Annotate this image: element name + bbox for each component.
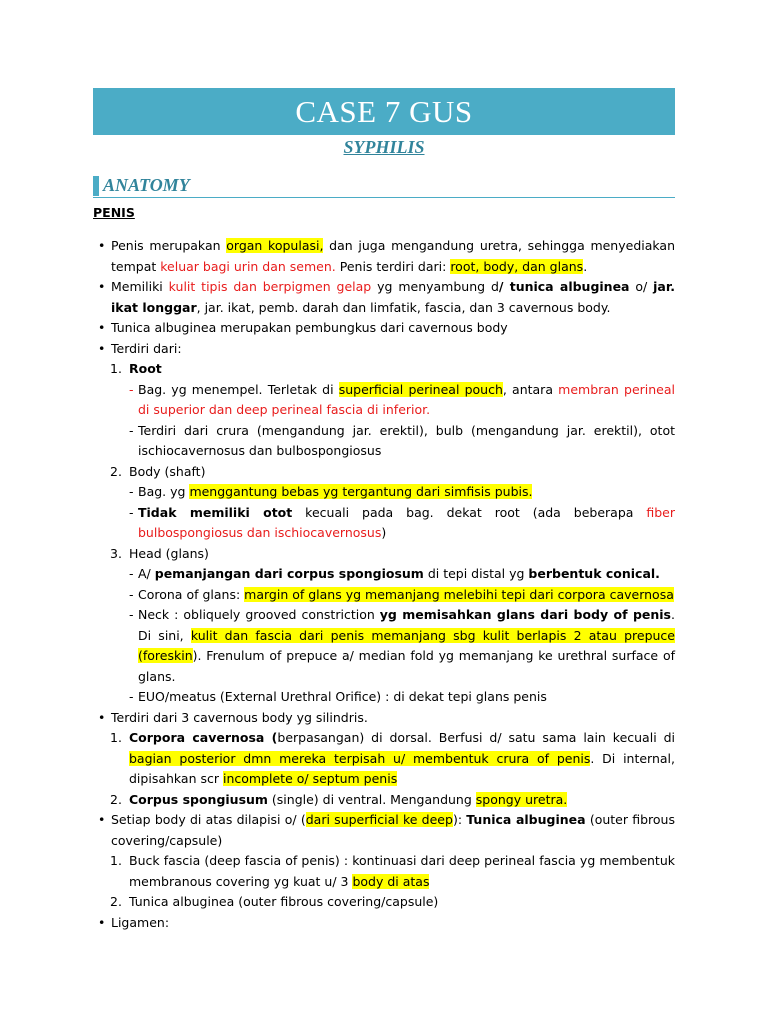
list-item: [93, 708, 675, 729]
text-segment: dari superficial ke deep: [305, 812, 453, 827]
list-item: [93, 544, 675, 565]
list-marker: •: [98, 709, 106, 725]
list-item: [93, 585, 675, 606]
text-segment: Penis merupakan: [111, 238, 227, 253]
text-segment: ). Frenulum of prepuce a/ median fold yg memanjang ke urethral surface of glans.: [138, 648, 675, 684]
text-segment: Root: [129, 361, 162, 376]
text-segment: . Di internal, dipisahkan scr: [129, 750, 676, 786]
text-segment: , jar. ikat, pemb. darah dan limfatik, fascia, dan 3 cavernous body.: [196, 299, 611, 315]
list-item: [93, 421, 675, 462]
list-item: [93, 605, 675, 687]
subsection-heading: PENIS: [93, 205, 135, 220]
text-segment: Memiliki: [111, 279, 169, 294]
text-segment: (outer fibrous covering/capsule): [111, 812, 675, 848]
list-marker: 1.: [110, 730, 122, 745]
text-segment: EUO/meatus (External Urethral Orifice) : di dekat tepi glans penis: [138, 689, 547, 704]
list-item: [93, 339, 675, 360]
text-segment: kulit dan fascia dari penis memanjang sbg kulit berlapis 2 atau prepuce (foreskin: [138, 627, 675, 663]
list-item: [93, 462, 675, 483]
text-segment: organ kopulasi,: [226, 238, 324, 253]
text-segment: Neck : obliquely grooved constriction: [138, 607, 380, 622]
text-segment: yg memisahkan glans dari body of penis: [379, 607, 671, 622]
text-segment: ):: [452, 812, 467, 827]
text-segment: membran perineal di superior dan deep perineal fascia di inferior.: [138, 381, 676, 417]
list-marker: 1.: [110, 361, 122, 376]
list-marker: -: [129, 484, 134, 499]
text-segment: yg menyambung d: [371, 279, 499, 294]
list-item: [93, 728, 675, 790]
text-segment: . Di sini,: [138, 607, 675, 643]
section-heading-text: ANATOMY: [103, 175, 190, 195]
list-marker: -: [129, 422, 134, 438]
text-segment: Bag. yg menempel. Terletak di: [138, 381, 339, 397]
list-marker: 2.: [110, 791, 122, 807]
text-segment: bagian posterior dmn mereka terpisah u/ membentuk crura of penis: [129, 750, 591, 766]
text-segment: A/: [138, 566, 155, 581]
text-segment: pemanjangan dari corpus spongiosum: [154, 566, 424, 581]
list-marker: •: [98, 812, 106, 827]
title-banner: CASE 7 GUS: [93, 88, 675, 135]
list-marker: •: [98, 238, 106, 253]
text-segment: Buck fascia (deep fascia of penis) : kontinuasi dari deep perineal fascia yg membentuk membranous covering yg kuat u/ 3: [129, 853, 675, 889]
list-item: [93, 851, 675, 892]
text-segment: Tunica albuginea (outer fibrous covering/capsule): [129, 894, 439, 909]
text-segment: (single) di ventral. Mengandung: [267, 791, 476, 807]
text-segment: berbentuk conical.: [528, 566, 660, 581]
list-item: [93, 482, 675, 503]
list-marker: 2.: [110, 894, 122, 909]
text-segment: Setiap body di atas dilapisi o/ (: [111, 812, 306, 827]
text-segment: Terdiri dari:: [111, 340, 182, 356]
list-marker: 1.: [110, 853, 122, 868]
list-item: [93, 687, 675, 708]
section-accent-bar: [93, 176, 99, 196]
text-segment: Corpora cavernosa (: [129, 730, 278, 745]
text-segment: Head (glans): [129, 545, 209, 561]
text-segment: dan juga mengandung uretra, sehingga menyediakan tempat: [111, 238, 675, 274]
list-item: [93, 318, 675, 339]
text-segment: Terdiri dari crura (mengandung jar. erektil), bulb (mengandung jar. erektil), otot ischiocavernosus dan bulbospongiosus: [138, 422, 675, 458]
list-marker: -: [129, 689, 134, 704]
text-segment: Terdiri dari 3 cavernous body yg silindris.: [111, 709, 368, 725]
list-marker: -: [129, 381, 134, 397]
text-segment: incomplete o/ septum penis: [222, 771, 398, 786]
list-marker: -: [129, 566, 134, 581]
text-segment: di tepi distal yg: [423, 566, 529, 581]
list-marker: 3.: [110, 545, 122, 561]
list-marker: •: [98, 914, 106, 930]
text-segment: Tunica albuginea: [466, 812, 586, 827]
text-segment: body di atas: [352, 873, 430, 889]
document-subtitle: SYPHILIS: [343, 137, 425, 157]
list-marker: •: [98, 320, 106, 335]
text-segment: kecuali pada bag. dekat root (ada beberapa: [292, 504, 647, 520]
list-marker: -: [129, 607, 134, 622]
text-segment: Tunica albuginea merupakan pembungkus dari cavernous body: [111, 320, 508, 335]
text-segment: Penis terdiri dari:: [335, 258, 451, 274]
text-segment: superficial perineal pouch: [338, 381, 503, 397]
list-marker: •: [98, 279, 106, 294]
list-marker: •: [98, 340, 106, 356]
text-segment: Ligamen:: [111, 914, 170, 930]
text-segment: Corona of glans:: [138, 586, 245, 602]
list-item: [93, 380, 675, 421]
text-segment: o/: [629, 279, 654, 294]
text-segment: Bag. yg: [138, 484, 190, 499]
text-segment: , antara: [502, 381, 559, 397]
text-segment: menggantung bebas yg tergantung dari simfisis pubis.: [189, 484, 533, 499]
document-body: [93, 236, 675, 933]
list-item: [93, 503, 675, 544]
text-segment: Tidak memiliki otot: [138, 504, 293, 520]
section-heading: [93, 175, 675, 198]
text-segment: margin of glans yg memanjang melebihi tepi dari corpora cavernosa: [244, 586, 674, 602]
text-segment: Corpus spongiusum: [129, 791, 268, 807]
list-marker: -: [129, 586, 134, 602]
text-segment: fiber bulbospongiosus dan ischiocavernosus: [138, 504, 675, 540]
text-segment: ): [381, 525, 387, 540]
text-segment: .: [583, 258, 588, 274]
text-segment: spongy uretra.: [475, 791, 568, 807]
list-item: [93, 277, 675, 318]
list-marker: -: [129, 504, 134, 520]
text-segment: root, body, dan glans: [450, 258, 584, 274]
text-segment: Body (shaft): [129, 463, 206, 479]
list-item: [93, 892, 675, 913]
list-item: [93, 913, 675, 934]
text-segment: / tunica albuginea: [498, 279, 630, 294]
text-segment: jar. ikat longgar: [111, 279, 675, 315]
list-item: [93, 359, 675, 380]
list-item: [93, 810, 675, 851]
text-segment: kulit tipis dan berpigmen gelap: [168, 279, 372, 294]
list-marker: 2.: [110, 463, 122, 479]
list-item: [93, 790, 675, 811]
text-segment: keluar bagi urin dan semen.: [160, 258, 336, 274]
list-item: [93, 236, 675, 277]
list-item: [93, 564, 675, 585]
text-segment: berpasangan) di dorsal. Berfusi d/ satu sama lain kecuali di: [277, 730, 675, 745]
